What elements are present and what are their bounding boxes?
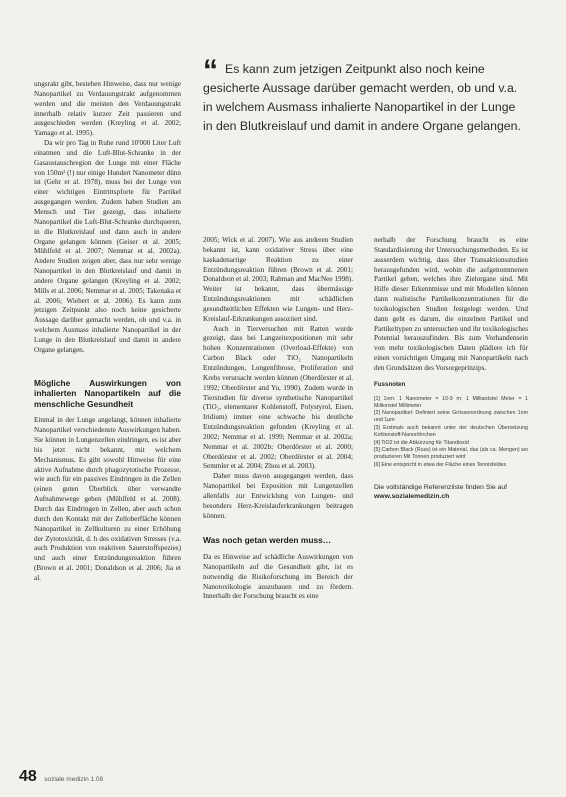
page-footer [19,768,103,786]
paragraph: Daher muss davon ausgegangen werden, dass Nanopartikel bei Exposition mit Lungenzellen allenfalls zur Entwicklung von Lungen- und besonders Herz-Kreislauferkrankungen beitragen können. [203,472,353,520]
quote-mark-icon: “ [203,54,218,87]
paragraph: Da wir pro Tag in Ruhe rund 10'000 Liter Luft einatmen und die Luft-Blut-Schranke in der Gasaustauschregion der Lunge mit einer Fläche von 150m² (!) nur einige Hundert Nanometer dünn ist (Gehr et al. 1978), muss bei der Lunge von einer wichtigen Eintrittspforte für Partikel ausgegangen werden. Zudem haben Studien am Mensch und Tier gezeigt, dass inhalierte Nanopartikel die Luft-Blut-Schranke durchqueren, in die Blutkreislauf und dann auch in andere Organe gelangen können (Geiser et al. 2005; Mühlfeld et al. 2007; Nemmar et al. 2002a). Andere Studien zeigen aber, dass nur sehr wenige Nanopartikel in den Blutkreislauf und damit in andere Organe gelangen (Kreyling et al. 2002; Mills et al. 2006; Nemmar et al. 2005; Takenaka et al. 2006; Wiebert et al. 2006). Es kann zum jetzigen Zeitpunkt also noch keine gesicherte Aussage darüber gemacht werden, ob und v.a. in welchem Ausmass inhalierte Nanopartikel in der Lunge in den Blutkreislauf und damit in andere Organe gelangen. [34,139,181,354]
footnote: [1] 1nm: 1 Nanometer = 10-9 m; 1 Milliardstel Meter = 1 Millionstel Millimeter [374,395,528,409]
footnote: [6] Eine entspricht in etwa der Fläche eines Tennisfeldes [374,462,507,468]
column-3 [374,236,528,501]
section-heading: Was noch getan werden muss… [203,535,332,546]
footnotes-title: Fussnoten [374,380,406,388]
section-heading: Mögliche Auswirkungen von inhalierten Nanopartikeln auf die menschliche Gesundheit [34,377,181,409]
footnote: [4] TiO2 ist die Abkürzung für Titandioxid [374,439,469,446]
column-2 [203,236,353,602]
paragraph: Da es Hinweise auf schädliche Auswirkungen von Nanopartikeln auf die Gesundheit gibt, ist es notwendig die Risikoforschung im Bereich der Nanotoxikologie auszubauen und zu fördern. Innerhalb der Forschung braucht es eine [203,553,353,601]
column-1 [34,80,181,584]
references-link[interactable]: www.sozialemedizin.ch [374,493,450,501]
references-text: Die vollständige Referenzliste finden Sie auf [374,484,507,492]
footnotes [374,396,528,469]
references-note [374,483,528,501]
paragraph: Auch in Tierversuchen mit Ratten wurde gezeigt, dass bei Langzeitexpositionen mit sehr hohen Konzentrationen (Overload-Effekte) von Carbon Black oder TiO₂ Nanopartikeln Entzündungen, Lungenfibrose, Proliferation und Krebs verursacht werden können (Oberdörster et al. 1992; Oberdörster and Yu, 1990). Zudem wurde in Tierstudien für diverse synthetische Nanopartikel (TiO₂, elementarer Kohlenstoff, Polystyrol, Eisen, Iridium) immer eine schwache bis deutliche Entzündungsreaktion gefunden (Kreyling et al. 2002; Nemmar et al. 1999; Nemmar et al. 2002a; Nemmar et al. 2002b; Oberdörster et al. 2000; Oberdörster et al. 2002; Oberdörster et al. 2004; Semmler et al. 2004; Zhou et al. 2003). [203,324,353,471]
footnote: [5] Carbon Black (Russ) ist ein Material, das (als ca. Mengen) wo produzieren Mit Tonnen produziert wird [374,447,528,461]
paragraph: Einmal in der Lunge angelangt, können inhalierte Nanopartikel verschiedenste Auswirkungen haben. Sie können in Lungenzellen eindringen, es ist aber bis jetzt nicht bekannt, mit welchem Mechanismus. Es gibt sowohl Hinweise für eine aktive Aufnahme durch phagozytotische Prozesse, wie auch für ein passives Eindringen in die Zellen (einen guten Überblick über verwandte Aufnahmewege geben (Mühlfeld et al. 2008). Durch das Eindringen in Zellen, aber auch schon durch den Kontakt mit der Zelloberfläche können Nanopartikel in Zellkulturen zu einer Erhöhung der Zytotoxizität, d. h des oxidativen Stresses (v.a. auch Produktion von reaktiven Sauerstoffspezies) und auch einer Entzündungsreaktion führen (Brown et al. 2001; Donaldson et al. 2006; Jia et al. [34,416,181,582]
pull-quote-text: Es kann zum jetzigen Zeitpunkt also noch keine gesicherte Aussage darüber gemacht werden, ob und v.a. in welchem Ausmass inhalierte Nanopartikel in der Lunge in den Blutkreislauf und damit in andere Organe gelangen. [203,62,521,133]
journal-title: soziale medizin 1.08 [44,776,104,783]
paragraph: 2005; Wick et al. 2007). Wie aus anderen Studien bekannt ist, kann oxidativer Stress über eine kaskadenartige Reaktion zu einer Entzündungsreaktion führen (Brown et al. 2001; Donaldson et al. 2003; Rahman and MacNee 1998). Weiter ist bekannt, dass übermässige Entzündungsreaktionen mit schädlichen gesundheitlichen Effekten wie Lungen- und Herz-Kreislauf-Erkrankungen assoziiert sind. [203,236,353,323]
paragraph: nerhalb der Forschung braucht es eine Standardisierung der Untersuchungsmethoden. Es ist ausserdem wichtig, dass über Transaktionsstudien herausgefunden wird, wohin die aufgenommenen Partikel gehen, welches ihre Zielorgane sind. Mit Hilfe dieser Erkenntnisse und mit Modellen können dann realistische Partikelkonzentrationen für die toxikologischen Studien festgelegt werden. Und dann geht es darum, die einzelnen Partikel und Partikeltypen zu untersuchen und ihr toxikologisches Potential herauszufinden. Bis zum Vorhandensein von mehr toxikologischen Daten plädiere ich für einen vorsichtigen Umgang mit Nanopartikeln nach den Grundsätzen des Vorsorgeprinzips. [374,236,528,372]
pull-quote [203,54,523,136]
page-number: 48 [19,768,37,785]
footnote: [3] Erstmals auch bekannt unter der deutschen Übersetzung Kohlenstoff-Nanoröhrchen [374,425,528,439]
footnote: [2] Nanopartikel: Definiert seine Grössenordnung zwischen 1nm und 1µm [374,410,528,424]
paragraph: ungsrakt gibt, bestehen Hinweise, dass nur wenige Nanopartikel zu Verdauungstrakt aufgenommen werden und die meisten den Verdauungstrakt innerhalb relativ kurzer Zeit passieren und ausgeschieden werden (Kreyling et al. 2002; Yamago et al. 1995). [34,80,181,138]
